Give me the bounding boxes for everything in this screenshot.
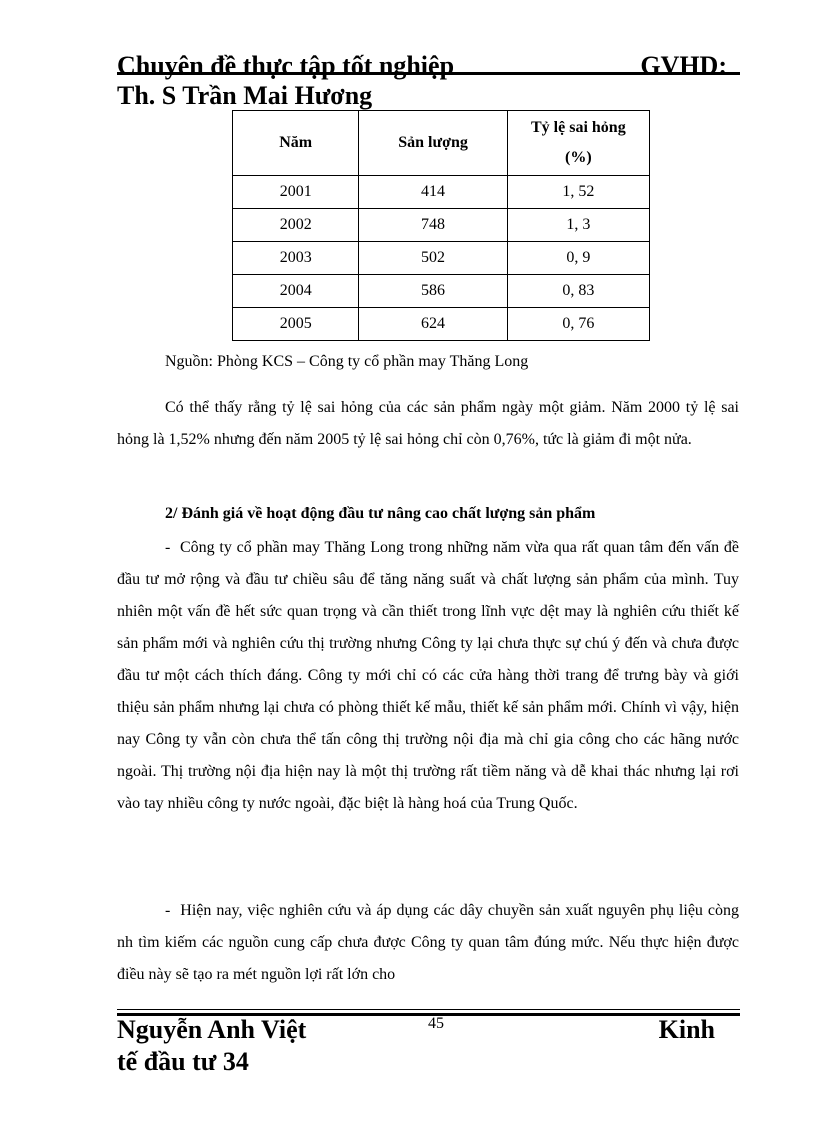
paragraph-investment-text: Công ty cổ phần may Thăng Long trong những năm vừa qua rất quan tâm đến vấn đề đầu tư mở rộng và đầu tư chiều sâu để tăng năng suất và chất lượng sản phẩm của mình. Tuy nhiên một vấn đề hết sức quan trọng và cần thiết trong lĩnh vực dệt may là nghiên cứu thiết kế sản phẩm mới và nghiên cứu thị trường nhưng Công ty lại chưa thực sự chú ý đến và chưa được đầu tư một cách thích đáng. Công ty mới chỉ có các cửa hàng thời trang để trưng bày và giới thiệu sản phẩm nhưng lại chưa có phòng thiết kế mẫu, thiết kế sản phẩm mới. Chính vì vậy, hiện nay Công ty vẫn còn chưa thể tấn công thị trường nội địa mà chỉ gia công cho các hãng nước ngoài. Thị trường nội địa hiện nay là một thị trường rất tiềm năng và dễ khai thác nhưng lại rơi vào tay nhiều công ty nước ngoài, đặc biệt là hàng hoá của Trung Quốc. [117, 539, 740, 812]
table-cell-defect-rate: 0, 83 [507, 275, 649, 308]
table-row [233, 308, 650, 341]
table-cell-year: 2004 [233, 275, 359, 308]
table-cell-defect-rate: 1, 52 [507, 176, 649, 209]
bullet-mark: - [165, 902, 171, 919]
footer-author: Nguyễn Anh Việt [117, 1015, 307, 1044]
paragraph-materials-research [117, 895, 739, 991]
table-cell-defect-rate: 0, 76 [507, 308, 649, 341]
page-header [117, 50, 727, 82]
col-header-defect-rate [507, 111, 649, 176]
paragraph-defect-trend: Có thể thấy rằng tỷ lệ sai hỏng của các sản phẩm ngày một giảm. Năm 2000 tỷ lệ sai hỏng là 1,52% nhưng đến năm 2005 tỷ lệ sai hỏng chỉ còn 0,76%, tức là giảm đi một nửa. [117, 399, 739, 448]
col-header-year: Năm [233, 111, 359, 176]
table-cell-defect-rate: 1, 3 [507, 209, 649, 242]
table-row [233, 275, 650, 308]
footer-class: tế đầu tư 34 [117, 1047, 249, 1076]
footer-major: Kinh [658, 1015, 715, 1044]
table-row [233, 176, 650, 209]
table-cell-year: 2005 [233, 308, 359, 341]
table-source: Nguồn: Phòng KCS – Công ty cổ phần may Thăng Long [165, 353, 529, 370]
table-row [233, 209, 650, 242]
table-cell-output: 624 [359, 308, 507, 341]
page-number: 45 [428, 1015, 444, 1032]
table-row [233, 242, 650, 275]
footer-rule-thin [117, 1009, 740, 1010]
header-title: Chuyên đề thực tập tốt nghiệp [117, 51, 455, 80]
paragraph-investment-assessment [117, 532, 739, 820]
table-cell-output: 586 [359, 275, 507, 308]
table-cell-year: 2001 [233, 176, 359, 209]
table-cell-year: 2003 [233, 242, 359, 275]
table-cell-output: 414 [359, 176, 507, 209]
header-rule [117, 72, 740, 75]
col-header-defect-rate-unit: (%) [565, 149, 592, 166]
table-cell-year: 2002 [233, 209, 359, 242]
table-cell-defect-rate: 0, 9 [507, 242, 649, 275]
header-supervisor-label: GVHD: [640, 51, 727, 80]
table-cell-output: 748 [359, 209, 507, 242]
col-header-defect-rate-label: Tỷ lệ sai hỏng [531, 119, 626, 136]
section-heading: 2/ Đánh giá về hoạt động đầu tư nâng cao chất lượng sản phẩm [165, 505, 596, 522]
col-header-output: Sản lượng [359, 111, 507, 176]
table-cell-output: 502 [359, 242, 507, 275]
table-header-row [233, 111, 650, 176]
defect-rate-table [232, 110, 650, 341]
header-supervisor-name: Th. S Trần Mai Hương [117, 81, 373, 110]
paragraph-materials-text: Hiện nay, việc nghiên cứu và áp dụng các dây chuyền sản xuất nguyên phụ liệu còng nh tìm kiếm các nguồn cung cấp chưa được Công ty quan tâm đúng mức. Nếu thực hiện được điều này sẽ tạo ra mét nguồn lợi rất lớn cho [117, 902, 740, 983]
bullet-mark: - [165, 539, 171, 556]
